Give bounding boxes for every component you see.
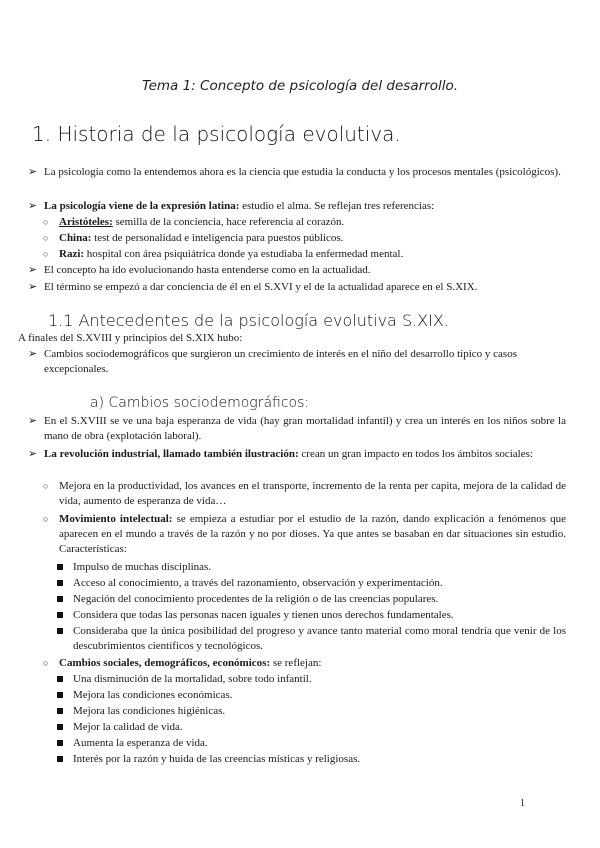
arrow-bullet-icon: ➢ <box>28 415 38 427</box>
list-item: Aumenta la esperanza de vida. <box>73 737 208 749</box>
list-item: Mejora las condiciones higiénicas. <box>73 705 226 717</box>
square-bullet-icon <box>57 720 63 735</box>
square-bullet-icon <box>57 672 63 687</box>
bullet-evolucion-concepto: El concepto ha ido evolucionando hasta entenderse como en la actualidad. <box>44 264 371 276</box>
document-title: Tema 1: Concepto de psicología del desarrollo. <box>141 78 459 94</box>
arrow-bullet-icon: ➢ <box>28 348 38 360</box>
arrow-bullet-icon: ➢ <box>28 281 38 293</box>
bullet-sxviii: En el S.XVIII se ve una baja esperanza de vida (hay gran mortalidad infantil) y crea un interés en los niños sobre la mano de obra (explotación laboral). <box>44 415 566 442</box>
list-item: Interés por la razón y huida de las creencias místicas y religiosas. <box>73 753 361 765</box>
list-item: Impulso de muchas disciplinas. <box>73 561 212 573</box>
list-item: Negación del conocimiento procedentes de la religión o de las creencias populares. <box>73 593 439 605</box>
arrow-bullet-icon: ➢ <box>28 200 38 212</box>
square-bullet-icon <box>57 624 63 639</box>
list-item: Consideraba que la única posibilidad del progreso y avance tanto material como moral tendría que venir de los descubrimientos científicos y tecnológicos. <box>73 625 566 652</box>
heading-cambios: a) Cambios sociodemográficos: <box>90 395 310 411</box>
square-bullet-icon <box>57 688 63 703</box>
square-bullet-icon <box>57 736 63 751</box>
circle-bullet-icon: ○ <box>43 233 49 243</box>
square-bullet-icon <box>57 560 63 575</box>
sub-bullet-razi: Razi: hospital con área psiquiátrica donde ya estudiaba la enfermedad mental. <box>59 248 404 260</box>
circle-bullet-icon: ○ <box>43 481 49 491</box>
bullet-termino: El término se empezó a dar conciencia de él en el S.XVI y el de la actualidad aparece en el S.XIX. <box>44 281 478 293</box>
list-item: Mejora las condiciones económicas. <box>73 689 233 701</box>
bullet-expresion-latina: La psicología viene de la expresión latina: estudio el alma. Se reflejan tres referencias: <box>44 200 435 212</box>
circle-bullet-icon: ○ <box>43 217 49 227</box>
list-item: Mejor la calidad de vida. <box>73 721 183 733</box>
intro-antecedentes: A finales del S.XVIII y principios del S.XIX hubo: <box>18 332 243 344</box>
list-item: Considera que todas las personas nacen iguales y tienen unos derechos fundamentales. <box>73 609 454 621</box>
list-item: Acceso al conocimiento, a través del razonamiento, observación y experimentación. <box>73 577 443 589</box>
square-bullet-icon <box>57 608 63 623</box>
circle-bullet-icon: ○ <box>43 658 49 668</box>
square-bullet-icon <box>57 704 63 719</box>
square-bullet-icon <box>57 752 63 767</box>
list-item: Una disminución de la mortalidad, sobre todo infantil. <box>73 673 312 685</box>
circle-bullet-icon: ○ <box>43 249 49 259</box>
page-number: 1 <box>520 798 525 809</box>
bullet-definicion: La psicología como la entendemos ahora es la ciencia que estudia la conducta y los procesos mentales (psicológicos). <box>44 166 561 178</box>
sub-bullet-aristoteles: Aristóteles: semilla de la conciencia, hace referencia al corazón. <box>59 216 345 228</box>
arrow-bullet-icon: ➢ <box>28 166 38 178</box>
arrow-bullet-icon: ➢ <box>28 264 38 276</box>
square-bullet-icon <box>57 592 63 607</box>
sub-bullet-movimiento-intelectual: Movimiento intelectual: se empieza a estudiar por el estudio de la razón, dando explicación a fenómenos que aparecen en el mundo a través de la razón y no por dioses. Ya que antes se basaban en dar situaciones sin estudio. Características: <box>59 513 566 555</box>
bullet-cambios-sociodemograficos: Cambios sociodemográficos que surgieron un crecimiento de interés en el niño del desarrollo típico y casos excepcionales. <box>44 348 517 375</box>
circle-bullet-icon: ○ <box>43 514 49 524</box>
square-bullet-icon <box>57 576 63 591</box>
bullet-revolucion-industrial: La revolución industrial, llamado también ilustración: crean un gran impacto en todos los ámbitos sociales: <box>44 448 533 460</box>
arrow-bullet-icon: ➢ <box>28 448 38 460</box>
heading-historia: 1. Historia de la psicología evolutiva. <box>32 122 401 146</box>
sub-bullet-cambios-sociales: Cambios sociales, demográficos, económicos: se reflejan: <box>59 657 322 669</box>
sub-bullet-productividad: Mejora en la productividad, los avances en el transporte, incremento de la renta per capita, mejora de la calidad de vida, aumento de esperanza de vida… <box>59 480 566 507</box>
heading-antecedentes: 1.1 Antecedentes de la psicología evolutiva S.XIX. <box>48 311 449 330</box>
sub-bullet-china: China: test de personalidad e inteligencia para puestos públicos. <box>59 232 344 244</box>
